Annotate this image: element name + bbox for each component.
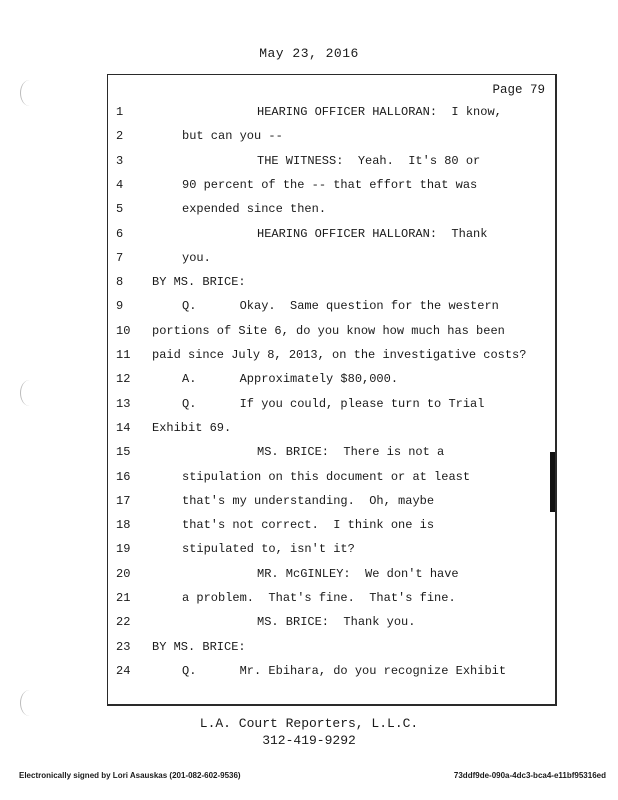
line-number: 6 [116, 226, 124, 241]
transcript-line [0, 591, 618, 615]
line-number: 5 [116, 202, 124, 217]
line-text: Exhibit 69. [152, 420, 232, 435]
line-number: 10 [116, 323, 131, 338]
line-text: portions of Site 6, do you know how much has been [152, 323, 505, 338]
line-text: that's not correct. I think one is [182, 518, 435, 533]
transcript-line [0, 348, 618, 372]
line-number: 13 [116, 396, 131, 411]
line-text: BY MS. BRICE: [152, 639, 246, 654]
line-number: 23 [116, 639, 131, 654]
line-number: 12 [116, 372, 131, 387]
line-number: 7 [116, 250, 124, 265]
line-number: 19 [116, 542, 131, 557]
transcript-line [0, 227, 618, 251]
line-number: 18 [116, 518, 131, 533]
line-text: Q. If you could, please turn to Trial [182, 396, 485, 411]
line-text: expended since then. [182, 202, 327, 217]
transcript-line [0, 421, 618, 445]
line-text: that's my understanding. Oh, maybe [182, 493, 435, 508]
transcript-line [0, 518, 618, 542]
line-number: 24 [116, 663, 131, 678]
page-number: Page 79 [492, 83, 545, 97]
line-text: stipulated to, isn't it? [182, 542, 355, 557]
transcript-line [0, 397, 618, 421]
line-text: A. Approximately $80,000. [182, 372, 399, 387]
transcript-line [0, 470, 618, 494]
transcript-line [0, 445, 618, 469]
line-text: but can you -- [182, 129, 283, 144]
line-text: THE WITNESS: Yeah. It's 80 or [257, 153, 481, 168]
transcript-line [0, 324, 618, 348]
transcript-line [0, 664, 618, 688]
line-text: stipulation on this document or at least [182, 469, 471, 484]
line-text: HEARING OFFICER HALLORAN: I know, [257, 105, 502, 119]
line-number: 11 [116, 348, 131, 362]
electronic-signature: Electronically signed by Lori Asauskas (201-082-602-9536) [19, 771, 241, 780]
punch-hole-mark [20, 80, 39, 106]
transcript-line [0, 129, 618, 153]
reporter-phone: 312-419-9292 [262, 733, 356, 748]
line-text: paid since July 8, 2013, on the investigative costs? [152, 348, 527, 362]
transcript-line [0, 372, 618, 396]
line-number: 4 [116, 177, 124, 192]
line-text: you. [182, 250, 211, 265]
line-text: BY MS. BRICE: [152, 275, 246, 290]
line-text: MS. BRICE: There is not a [257, 445, 445, 460]
line-number: 3 [116, 153, 124, 168]
document-hash: 73ddf9de-090a-4dc3-bca4-e11bf95316ed [453, 771, 606, 780]
transcript-line [0, 542, 618, 566]
line-text: 90 percent of the -- that effort that was [182, 177, 478, 192]
line-text: a problem. That's fine. That's fine. [182, 591, 456, 605]
transcript-line [0, 567, 618, 591]
transcript-line [0, 494, 618, 518]
transcript-line [0, 615, 618, 639]
line-number: 1 [116, 105, 124, 119]
line-text: MS. BRICE: Thank you. [257, 615, 416, 630]
reporter-company: L.A. Court Reporters, L.L.C. [199, 716, 419, 731]
line-number: 15 [116, 445, 131, 460]
line-number: 16 [116, 469, 131, 484]
line-number: 20 [116, 566, 131, 581]
line-number: 22 [116, 615, 131, 630]
line-number: 21 [116, 591, 131, 605]
transcript-line [0, 202, 618, 226]
transcript-line [0, 299, 618, 323]
line-number: 9 [116, 299, 124, 314]
transcript-line [0, 275, 618, 299]
line-text: Q. Mr. Ebihara, do you recognize Exhibit [182, 663, 507, 678]
transcript-line [0, 154, 618, 178]
transcript-line [0, 105, 618, 129]
transcript-line [0, 251, 618, 275]
line-number: 2 [116, 129, 124, 144]
line-text: Q. Okay. Same question for the western [182, 299, 499, 314]
line-number: 8 [116, 275, 124, 290]
line-text: HEARING OFFICER HALLORAN: Thank [257, 226, 488, 241]
line-text: MR. McGINLEY: We don't have [257, 566, 459, 581]
transcript-line [0, 640, 618, 664]
transcript-date: May 23, 2016 [259, 46, 359, 61]
line-number: 17 [116, 493, 131, 508]
punch-hole-mark [20, 690, 39, 716]
transcript-line [0, 178, 618, 202]
line-number: 14 [116, 420, 131, 435]
